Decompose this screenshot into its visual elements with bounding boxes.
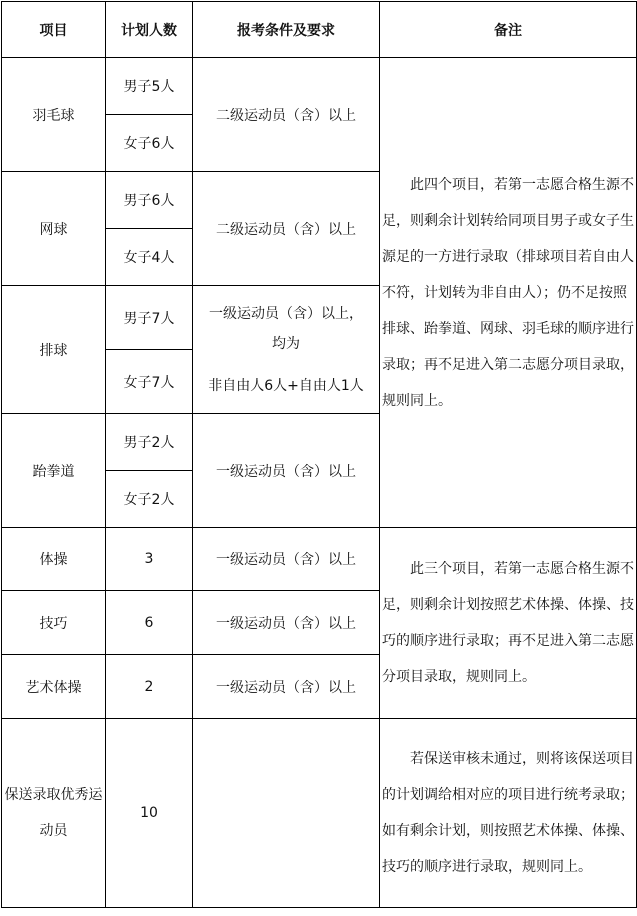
cond-volleyball-line-2: 均为 — [272, 335, 300, 352]
note-group-1 — [380, 58, 637, 528]
plan-tennis-female: 女子4人 — [106, 229, 193, 286]
project-taekwondo: 跆拳道 — [2, 414, 106, 528]
table-row — [2, 58, 637, 115]
project-gymnastics: 体操 — [2, 528, 106, 591]
cond-gymnastics: 一级运动员（含）以上 — [193, 528, 380, 591]
plan-volleyball-female: 女子7人 — [106, 350, 193, 414]
plan-rhythmic: 2 — [106, 655, 193, 719]
project-volleyball: 排球 — [2, 286, 106, 414]
cond-rhythmic: 一级运动员（含）以上 — [193, 655, 380, 719]
header-plan: 计划人数 — [106, 2, 193, 58]
header-notes: 备注 — [380, 2, 637, 58]
table-row — [2, 719, 637, 908]
note-group-1-text: 此四个项目，若第一志愿合格生源不足，则剩余计划转给同项目男子或女子生源足的一方进行录取（排球项目若自由人不符，计划转为非自由人）；仍不足按照排球、跆拳道、网球、羽毛球的顺序进行录取；再不足进入第二志愿分项目录取，规则同上。 — [382, 176, 634, 409]
plan-gymnastics: 3 — [106, 528, 193, 591]
project-acrobatics: 技巧 — [2, 591, 106, 655]
plan-taekwondo-female: 女子2人 — [106, 471, 193, 528]
plan-recommended: 10 — [106, 719, 193, 908]
cond-volleyball-line-3: 非自由人6人+自由人1人 — [208, 377, 364, 394]
project-badminton: 羽毛球 — [2, 58, 106, 172]
project-tennis: 网球 — [2, 172, 106, 286]
project-recommended: 保送录取优秀运动员 — [2, 719, 106, 908]
header-project: 项目 — [2, 2, 106, 58]
cond-volleyball — [193, 286, 380, 414]
project-rhythmic: 艺术体操 — [2, 655, 106, 719]
plan-volleyball-male: 男子7人 — [106, 286, 193, 350]
cond-taekwondo: 一级运动员（含）以上 — [193, 414, 380, 528]
cond-volleyball-line-1: 一级运动员（含）以上， — [209, 305, 363, 322]
plan-taekwondo-male: 男子2人 — [106, 414, 193, 471]
cond-recommended — [193, 719, 380, 908]
note-group-2-text: 此三个项目，若第一志愿合格生源不足，则剩余计划按照艺术体操、体操、技巧的顺序进行录取；再不足进入第二志愿分项目录取，规则同上。 — [382, 561, 634, 685]
note-group-3 — [380, 719, 637, 908]
plan-badminton-female: 女子6人 — [106, 115, 193, 172]
table-row — [2, 528, 637, 591]
plan-tennis-male: 男子6人 — [106, 172, 193, 229]
cond-badminton: 二级运动员（含）以上 — [193, 58, 380, 172]
header-row — [2, 2, 637, 58]
plan-badminton-male: 男子5人 — [106, 58, 193, 115]
cond-tennis: 二级运动员（含）以上 — [193, 172, 380, 286]
admission-plan-table — [1, 1, 637, 908]
header-conditions: 报考条件及要求 — [193, 2, 380, 58]
note-group-2 — [380, 528, 637, 719]
cond-acrobatics: 一级运动员（含）以上 — [193, 591, 380, 655]
note-group-3-text: 若保送审核未通过，则将该保送项目的计划调给相对应的项目进行统考录取；如有剩余计划，则按照艺术体操、体操、技巧的顺序进行录取，规则同上。 — [382, 751, 634, 875]
plan-acrobatics: 6 — [106, 591, 193, 655]
